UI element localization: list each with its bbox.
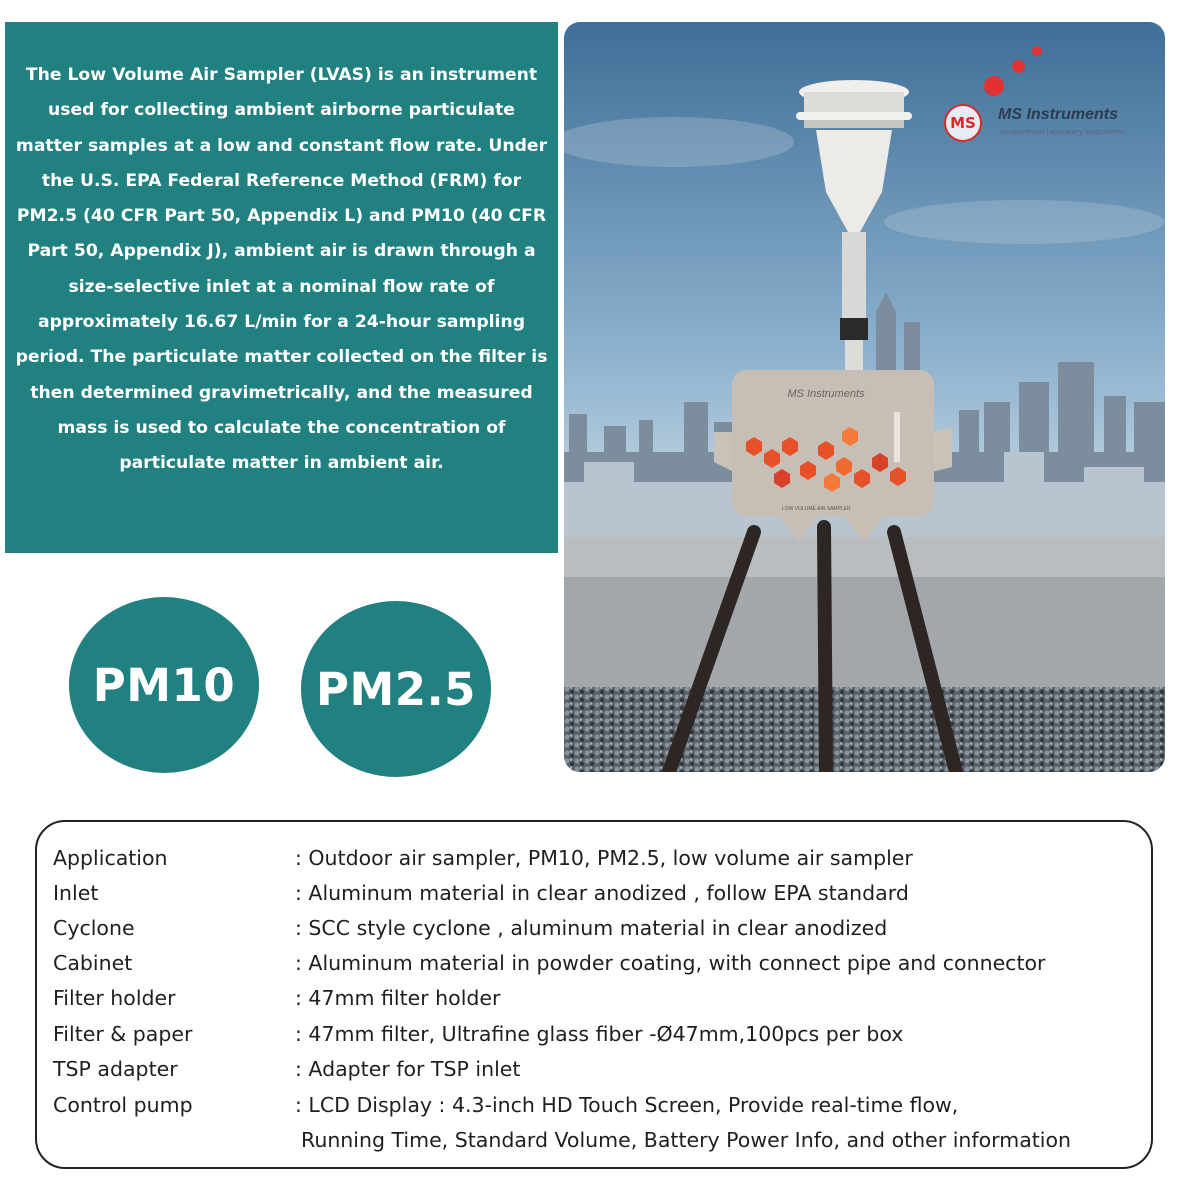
logo-name: MS Instruments	[998, 106, 1119, 123]
logo-dot	[1012, 60, 1025, 73]
pm10-badge	[69, 597, 259, 773]
spec-label: Inlet	[53, 881, 99, 905]
spec-value: : SCC style cyclone , aluminum material in clear anodized	[295, 916, 888, 940]
spec-value: : 47mm filter holder	[295, 986, 501, 1010]
description-panel	[5, 22, 558, 553]
device-brand-label: MS Instruments	[787, 388, 865, 400]
brand-logo	[944, 44, 1154, 154]
spec-value: : 47mm filter, Ultrafine glass fiber -Ø47mm,100pcs per box	[295, 1022, 904, 1046]
logo-dot	[1032, 46, 1042, 56]
pm10-label: PM10	[92, 658, 236, 712]
pm25-label: PM2.5	[316, 662, 476, 716]
spec-label: Cabinet	[53, 951, 133, 975]
spec-label: Application	[53, 846, 168, 870]
pm25-badge	[301, 601, 491, 777]
spec-value: : Aluminum material in powder coating, with connect pipe and connector	[295, 951, 1046, 975]
spec-value: : LCD Display : 4.3-inch HD Touch Screen, Provide real-time flow,	[295, 1093, 959, 1117]
spec-value: : Outdoor air sampler, PM10, PM2.5, low volume air sampler	[295, 846, 913, 870]
spec-label: TSP adapter	[53, 1057, 178, 1081]
logo-badge: MS	[944, 104, 982, 142]
logo-tagline: environment laboratory instrument	[1000, 128, 1124, 136]
spec-label: Cyclone	[53, 916, 135, 940]
device-model-label: LOW VOLUME AIR SAMPLER	[782, 506, 851, 512]
spec-label: Control pump	[53, 1093, 193, 1117]
logo-dot	[984, 76, 1004, 96]
spec-table	[35, 820, 1153, 1169]
spec-label: Filter & paper	[53, 1022, 193, 1046]
spec-value-continuation: Running Time, Standard Volume, Battery Power Info, and other information	[301, 1128, 1072, 1152]
spec-value: : Aluminum material in clear anodized , follow EPA standard	[295, 881, 909, 905]
description-text: The Low Volume Air Sampler (LVAS) is an instrument used for collecting ambient airborne particulate matter samples at a low and constant flow rate. Under the U.S. EPA Federal Reference Method (FRM) for PM2.5 (40 CFR Part 50, Appendix L) and PM10 (40 CFR Part 50, Appendix J), ambient air is drawn through a size-selective inlet at a nominal flow rate of approximately 16.67 L/min for a 24-hour sampling period. The particulate matter collected on the filter is then determined gravimetrically, and the measured mass is used to calculate the concentration of particulate matter in ambient air.	[15, 65, 548, 474]
spec-value: : Adapter for TSP inlet	[295, 1057, 521, 1081]
spec-label: Filter holder	[53, 986, 176, 1010]
